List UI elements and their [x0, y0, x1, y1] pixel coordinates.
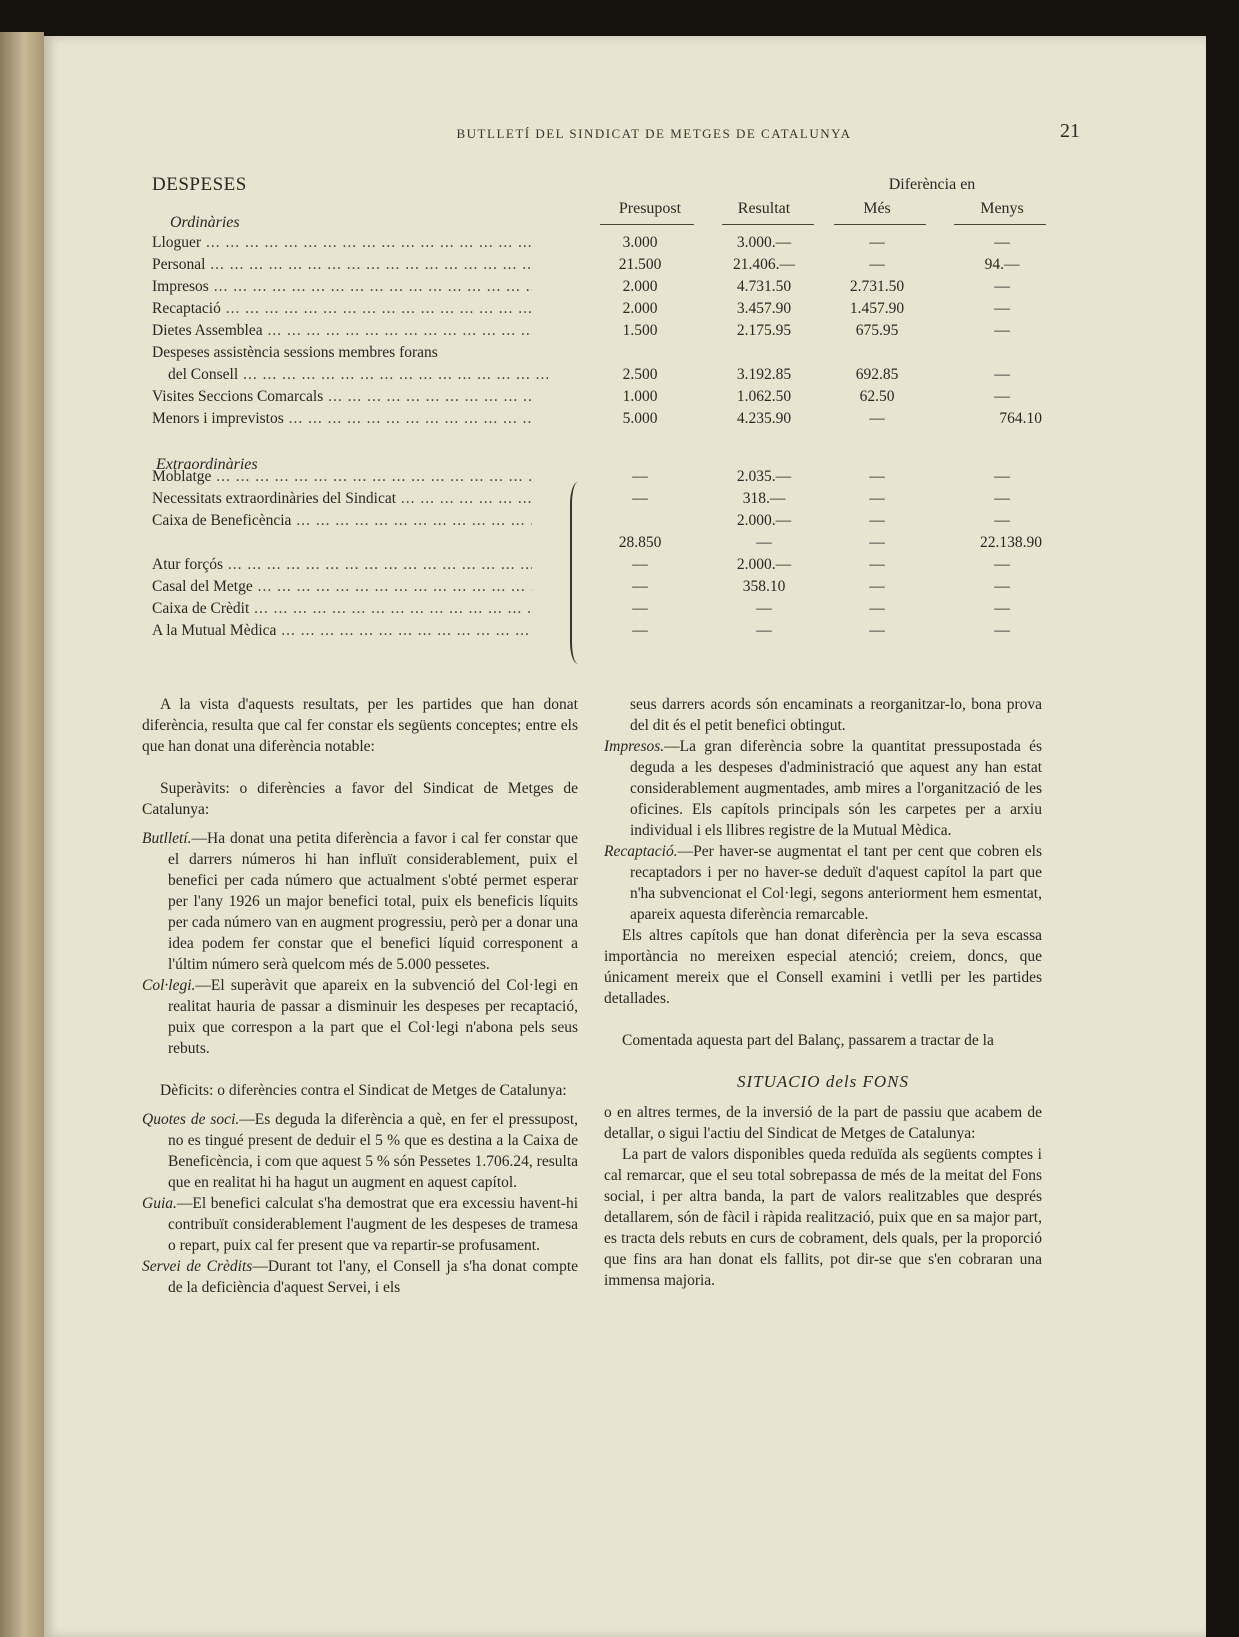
- row-label: Menors i imprevistos ... .: [152, 408, 532, 430]
- cell-resultat: —: [756, 534, 772, 551]
- cell-menys: —: [994, 300, 1010, 317]
- cell-mes: 2.731.50: [849, 278, 905, 295]
- cell-resultat: 2.035.—: [736, 468, 792, 485]
- table-row: [152, 488, 1132, 510]
- collegi-term: Col·legi.: [142, 977, 196, 994]
- cell-resultat: 4.235.90: [736, 410, 792, 427]
- cell-resultat: 3.192.85: [736, 366, 792, 383]
- row-label: Necessitats extraordinàries del Sindicat ... .: [152, 488, 532, 510]
- cell-presupost: —: [632, 622, 648, 639]
- cell-resultat: —: [756, 622, 772, 639]
- quotes-term: Quotes de soci.: [142, 1111, 240, 1128]
- cell-presupost: —: [632, 578, 648, 595]
- cell-menys: —: [994, 234, 1010, 251]
- cell-resultat: 21.406.—: [733, 256, 795, 273]
- cell-menys: 94.—: [984, 256, 1020, 273]
- row-label: Moblatge ... .: [152, 466, 532, 488]
- recaptacio-text: —Per haver-se augmentat el tant per cent que cobren els recaptadors i per no haver-se deduït d'aquest capítol la part que n'ha subvencionat el Col·legi, segons anteriorment hem esmentat, apareix aquesta diferència remarcable.: [630, 843, 1042, 923]
- quotes-text: —Es deguda la diferència a què, en fer el pressupost, no es tingué present de deduir el 5 % que es destina a la Caixa de Beneficència, i com que aquest 5 % són Pessetes 1.706.24, resulta que en realitat hi ha hagut un augment en aquest capítol.: [168, 1111, 578, 1191]
- column-header-mes: Més: [863, 200, 891, 217]
- table-row: [152, 276, 1132, 298]
- cell-menys: —: [994, 322, 1010, 339]
- table-row: [152, 532, 1132, 554]
- cell-mes: —: [869, 256, 885, 273]
- table-row: [152, 364, 1132, 386]
- cell-menys: —: [994, 600, 1010, 617]
- table-row: [152, 510, 1132, 532]
- table-row: [152, 408, 1132, 430]
- situacio-heading: SITUACIO dels FONS: [737, 1072, 909, 1091]
- facing-page-edge: [0, 32, 44, 1637]
- table-row: [152, 466, 1132, 488]
- comentada-paragraph: Comentada aquesta part del Balanç, passarem a tractar de la: [622, 1032, 994, 1049]
- expense-table: [152, 232, 1132, 642]
- table-spacer: [152, 430, 1132, 466]
- collegi-paragraph: [142, 975, 578, 1059]
- altres-paragraph: Els altres capítols que han donat diferència per la seva escassa importància no mereixen especial atenció; creiem, doncs, que únicament mereix que el Consell examini i vetlli per les partides detallades.: [604, 927, 1042, 1007]
- impresos-text: —La gran diferència sobre la quantitat pressupostada és deguda a les despeses d'administració que aquest any han estat considerablement augmentades, amb mires a l'organització de les oficines. Els capítols principals són les carpetes per a arxiu individual i els llibres registre de la Mutual Mèdica.: [630, 738, 1042, 839]
- row-label: Casal del Metge ... .: [152, 576, 532, 598]
- cell-menys: —: [994, 278, 1010, 295]
- right-text-column: [604, 694, 1042, 1291]
- cell-menys: —: [994, 622, 1010, 639]
- cell-mes: 62.50: [859, 388, 895, 405]
- continuation-paragraph: seus darrers acords són encaminats a reorganitzar-lo, bona prova del dit és el petit benefici obtingut.: [630, 696, 1042, 734]
- cell-presupost: 3.000: [622, 234, 658, 251]
- row-label: Recaptació ... .: [152, 298, 532, 320]
- row-label: Despeses assistència sessions membres forans: [152, 344, 438, 361]
- running-title: BUTLLETÍ DEL SINDICAT DE METGES DE CATALUNYA: [456, 126, 852, 141]
- table-row: [152, 254, 1132, 276]
- section-extraordinaries: Extraordinàries: [156, 456, 258, 473]
- valors-paragraph: La part de valors disponibles queda reduïda als següents comptes i cal remarcar, que el seu total sobrepassa de més de la meitat del Fons social, i per altra banda, la part de valors realitzables que després detallarem, són de fàcil i ràpida realització, puix que en sa major part, es tracta dels rebuts en curs de cobrament, dels quals, per la proporció que fins ara han donat els fallits, pot dir-se que s'en cobraran una immensa majoria.: [604, 1146, 1042, 1289]
- column-header-presupost: Presupost: [618, 200, 682, 217]
- cell-presupost: 2.500: [622, 366, 658, 383]
- cell-presupost: 1.500: [622, 322, 658, 339]
- section-ordinaries: Ordinàries: [170, 214, 240, 231]
- cell-mes: —: [869, 578, 885, 595]
- table-row: [152, 576, 1132, 598]
- row-label: Personal ... .: [152, 254, 532, 276]
- cell-menys: 764.10: [999, 410, 1042, 427]
- cell-presupost: 5.000: [622, 410, 658, 427]
- servei-text: —Durant tot l'any, el Consell ja s'ha donat compte de la deficiència d'aquest Servei, i els: [168, 1258, 578, 1296]
- table-row: [152, 298, 1132, 320]
- left-text-column: [142, 694, 578, 1298]
- cell-resultat: 2.175.95: [736, 322, 792, 339]
- table-row: [152, 386, 1132, 408]
- deficits-heading: Dèficits: o diferències contra el Sindicat de Metges de Catalunya:: [160, 1082, 567, 1099]
- cell-menys: —: [994, 556, 1010, 573]
- impresos-paragraph: [604, 736, 1042, 841]
- column-header-resultat: Resultat: [737, 200, 791, 217]
- table-row: [152, 232, 1132, 254]
- cell-resultat: 2.000.—: [736, 556, 792, 573]
- cell-mes: 1.457.90: [849, 300, 905, 317]
- cell-mes: —: [869, 234, 885, 251]
- table-row: [152, 342, 1132, 364]
- row-label: Impresos ... .: [152, 276, 532, 298]
- row-label: del Consell ... .: [152, 364, 548, 386]
- row-label: A la Mutual Mèdica ... .: [152, 620, 532, 642]
- row-label: Atur forçós ... .: [152, 554, 532, 576]
- header-rule: [600, 224, 694, 225]
- cell-resultat: 3.457.90: [736, 300, 792, 317]
- cell-mes: —: [869, 468, 885, 485]
- cell-presupost: —: [632, 468, 648, 485]
- cell-presupost: 28.850: [618, 534, 662, 551]
- situacio-paragraph: o en altres termes, de la inversió de la part de passiu que acabem de detallar, o sigui l'actiu del Sindicat de Metges de Catalunya:: [604, 1104, 1042, 1142]
- butlleti-paragraph: [142, 828, 578, 975]
- cell-presupost: 1.000: [622, 388, 658, 405]
- guia-text: —El benefici calculat s'ha demostrat que era excessiu havent-hi contribuït considerablement l'augment de les despeses de tramesa o repart, puix cal fer present que va repartir-se profusament.: [168, 1195, 578, 1254]
- servei-term: Servei de Crèdits: [142, 1258, 253, 1275]
- cell-presupost: —: [632, 600, 648, 617]
- cell-resultat: 4.731.50: [736, 278, 792, 295]
- cell-menys: —: [994, 512, 1010, 529]
- cell-menys: 22.138.90: [980, 534, 1042, 551]
- cell-mes: —: [869, 490, 885, 507]
- cell-presupost: 2.000: [622, 300, 658, 317]
- cell-mes: —: [869, 512, 885, 529]
- cell-presupost: —: [632, 490, 648, 507]
- table-title: DESPESES: [152, 174, 247, 195]
- cell-mes: 675.95: [855, 322, 899, 339]
- recaptacio-term: Recaptació.: [604, 843, 678, 860]
- guia-paragraph: [142, 1193, 578, 1256]
- header-rule: [722, 224, 814, 225]
- cell-menys: —: [994, 388, 1010, 405]
- intro-paragraph: A la vista d'aquests resultats, per les partides que han donat diferència, resulta que cal fer constar els següents conceptes; entre els que han donat una diferència notable:: [142, 696, 578, 755]
- cell-mes: —: [869, 410, 885, 427]
- row-label: Lloguer ... .: [152, 232, 532, 254]
- cell-menys: —: [994, 468, 1010, 485]
- table-row: [152, 620, 1132, 642]
- cell-resultat: 1.062.50: [736, 388, 792, 405]
- row-label: Caixa de Beneficència ... .: [152, 510, 532, 532]
- impresos-term: Impresos.: [604, 738, 665, 755]
- cell-menys: —: [994, 366, 1010, 383]
- cell-resultat: 3.000.—: [736, 234, 792, 251]
- butlleti-text: —Ha donat una petita diferència a favor i cal fer constar que el darrers números hi han influït considerablement, puix el benefici per cada número que actualment s'obté permet esperar per l'any 1926 un major benefici total, puix els beneficis líquits per cada número van en augment progressiu, però per a donar una idea podem fer constar que el benefici líquid corresponent a l'últim número serà quelcom més de 5.000 pessetes.: [168, 830, 578, 973]
- grouping-brace: [570, 482, 586, 664]
- guia-term: Guia.: [142, 1195, 177, 1212]
- cell-mes: —: [869, 556, 885, 573]
- cell-mes: —: [869, 600, 885, 617]
- table-row: [152, 598, 1132, 620]
- cell-menys: —: [994, 490, 1010, 507]
- row-label: Caixa de Crèdit ... .: [152, 598, 532, 620]
- cell-resultat: 358.10: [742, 578, 786, 595]
- cell-menys: —: [994, 578, 1010, 595]
- table-row: [152, 554, 1132, 576]
- table-row: [152, 320, 1132, 342]
- header-rule: [834, 224, 926, 225]
- recaptacio-paragraph: [604, 841, 1042, 925]
- cell-mes: —: [869, 622, 885, 639]
- document-page: [44, 36, 1206, 1637]
- cell-presupost: 21.500: [618, 256, 662, 273]
- cell-resultat: 2.000.—: [736, 512, 792, 529]
- cell-mes: 692.85: [855, 366, 899, 383]
- cell-presupost: —: [632, 556, 648, 573]
- superavits-heading: Superàvits: o diferències a favor del Sindicat de Metges de Catalunya:: [142, 780, 578, 818]
- cell-resultat: —: [756, 600, 772, 617]
- cell-resultat: 318.—: [742, 490, 786, 507]
- quotes-paragraph: [142, 1109, 578, 1193]
- column-group-header: Diferència en: [888, 176, 976, 193]
- butlleti-term: Butlletí.: [142, 830, 192, 847]
- row-label: Visites Seccions Comarcals ... .: [152, 386, 532, 408]
- cell-mes: —: [869, 534, 885, 551]
- cell-presupost: 2.000: [622, 278, 658, 295]
- servei-paragraph: [142, 1256, 578, 1298]
- header-rule: [954, 224, 1046, 225]
- column-header-menys: Menys: [980, 200, 1024, 217]
- page-number: 21: [1060, 120, 1080, 142]
- row-label: Dietes Assemblea ... .: [152, 320, 532, 342]
- collegi-text: —El superàvit que apareix en la subvenció del Col·legi en realitat hauria de passar a disminuir les despeses per recaptació, puix que correspon a la part que el Col·legi n'abona pels seus rebuts.: [168, 977, 578, 1057]
